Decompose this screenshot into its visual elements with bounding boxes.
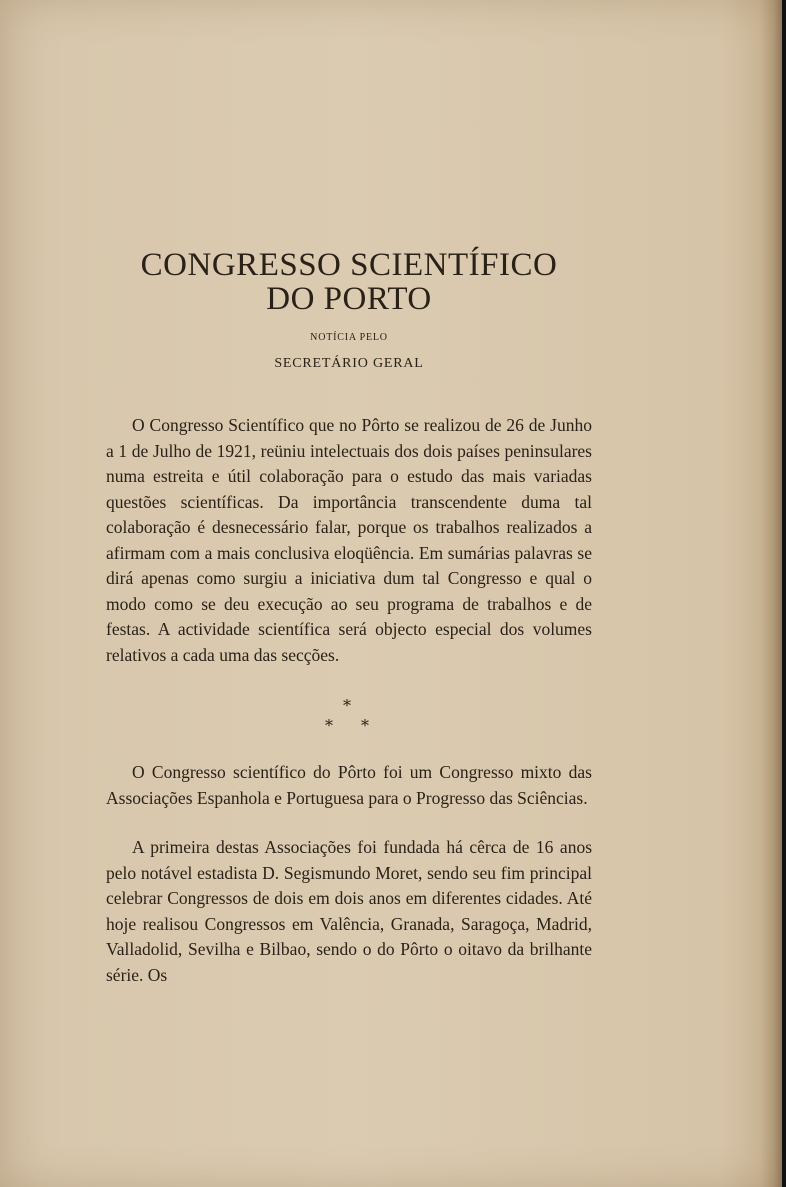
subtitle: SECRETÁRIO GERAL xyxy=(274,356,424,371)
separator-asterisk: * xyxy=(361,716,369,735)
title-line-2: DO PORTO xyxy=(266,281,432,317)
separator-asterisk: * xyxy=(343,696,351,715)
title-line-1: CONGRESSO SCIENTÍFICO xyxy=(140,247,558,283)
subtitle-small: NOTÍCIA PELO xyxy=(310,332,388,343)
paragraph-2: O Congresso scientífico do Pôrto foi um Congresso mixto das Associações Espanhola e Portuguesa para o Progresso das Sciências. xyxy=(106,762,592,808)
page-edge-shadow xyxy=(760,0,782,1187)
paragraph-3: A primeira destas Associações foi fundada há cêrca de 16 anos pelo notável estadista D. Segismundo Moret, sendo seu fim principal celebrar Congressos de dois em dois anos em diferentes cidades. Até hoje realisou Congressos em Valência, Granada, Saragoça, Madrid, Valladolid, Sevilha e Bilbao, sendo o do Pôrto o oitavo da brilhante série. Os xyxy=(106,837,592,985)
section-separator xyxy=(106,694,592,744)
paragraph-1: O Congresso Scientífico que no Pôrto se realizou de 26 de Junho a 1 de Julho de 1921, reüniu intelectuais dos dois países peninsulares numa estreita e útil colaboração para o estudo das mais variadas questões scientíficas. Da importância transcendente duma tal colaboração é desnecessário falar, porque os trabalhos realizados a afirmam com a mais conclusiva eloqüência. Em sumárias palavras se dirá apenas como surgiu a iniciativa dum tal Congresso e qual o modo como se deu execução ao seu programa de trabalhos e de festas. A actividade scientífica será objecto especial dos volumes relativos a cada uma das secções. xyxy=(106,415,592,665)
separator-asterisk: * xyxy=(325,716,333,735)
